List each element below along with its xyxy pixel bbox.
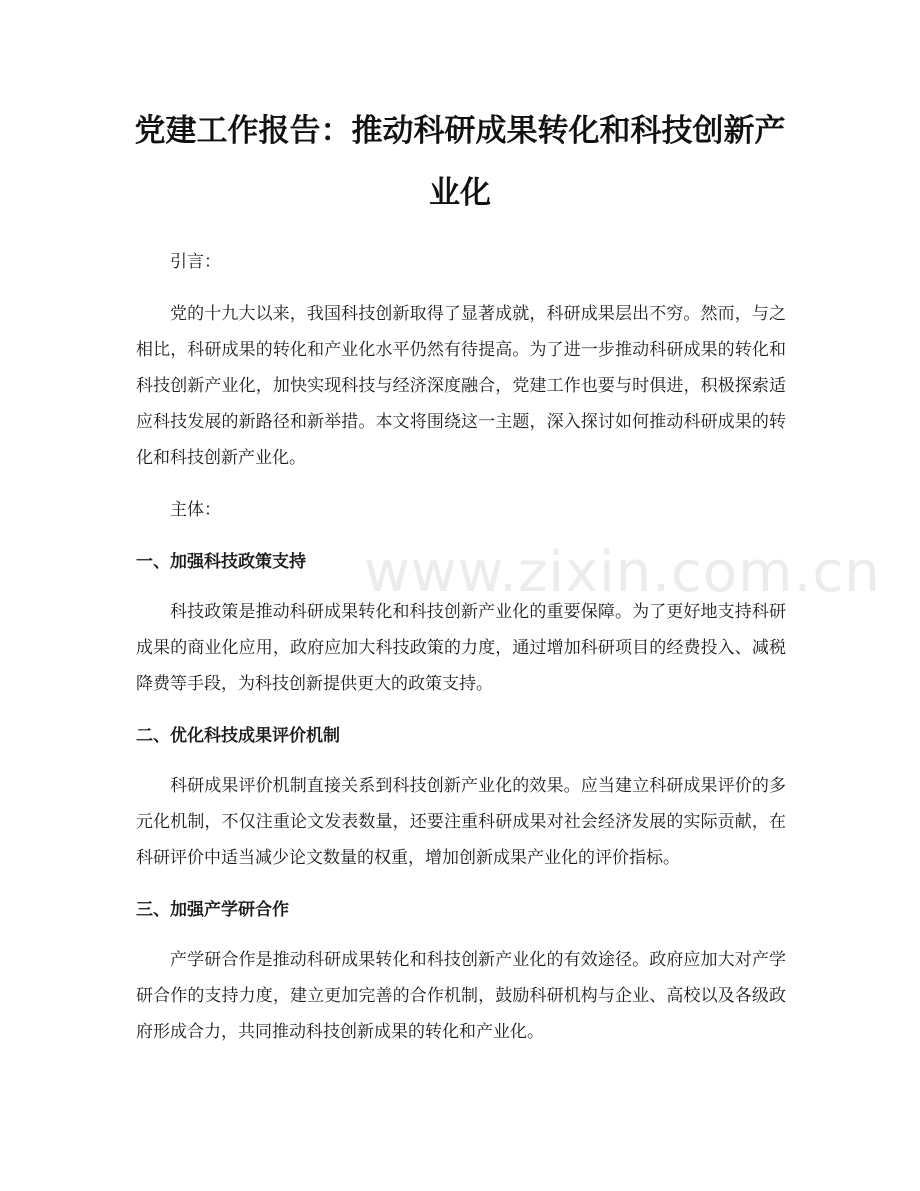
section-heading-1: 一、加强科技政策支持 — [136, 552, 306, 572]
document-body — [136, 244, 786, 1066]
section-paragraph-3: 产学研合作是推动科研成果转化和科技创新产业化的有效途径。政府应加大对产学研合作的支持力度，建立更加完善的合作机制，鼓励科研机构与企业、高校以及各级政府形成合力，共同推动科技创新成果的转化和产业化。 — [136, 950, 786, 1042]
section-paragraph-1: 科技政策是推动科研成果转化和科技创新产业化的重要保障。为了更好地支持科研成果的商业化应用，政府应加大科技政策的力度，通过增加科研项目的经费投入、减税降费等手段，为科技创新提供更大的政策支持。 — [136, 602, 786, 694]
intro-label: 引言： — [170, 252, 221, 272]
section-heading-2: 二、优化科技成果评价机制 — [136, 726, 340, 746]
watermark: www.zixin.com.cn — [364, 540, 881, 605]
section-paragraph-2: 科研成果评价机制直接关系到科技创新产业化的效果。应当建立科研成果评价的多元化机制，不仅注重论文发表数量，还要注重科研成果对社会经济发展的实际贡献，在科研评价中适当减少论文数量的权重，增加创新成果产业化的评价指标。 — [136, 776, 786, 868]
body-label: 主体： — [170, 500, 221, 520]
document-title: 党建工作报告：推动科研成果转化和科技创新产业化 — [134, 113, 786, 211]
section-heading-3: 三、加强产学研合作 — [136, 900, 289, 920]
intro-paragraph: 党的十九大以来，我国科技创新取得了显著成就，科研成果层出不穷。然而，与之相比，科研成果的转化和产业化水平仍然有待提高。为了进一步推动科研成果的转化和科技创新产业化，加快实现科技与经济深度融合，党建工作也要与时俱进，积极探索适应科技发展的新路径和新举措。本文将围绕这一主题，深入探讨如何推动科研成果的转化和科技创新产业化。 — [136, 304, 786, 468]
